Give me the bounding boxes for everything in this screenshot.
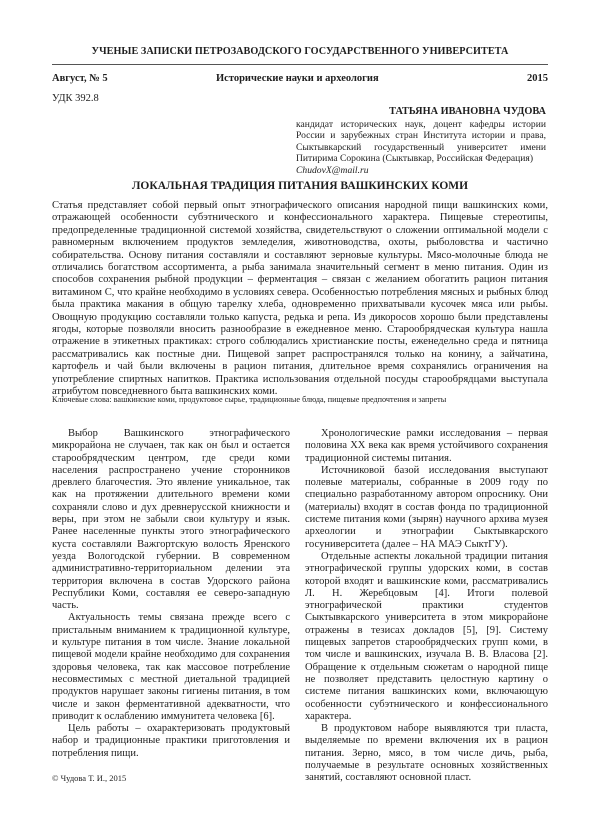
paragraph: В продуктовом наборе выявляются три пласта, выделяемые по времени включения их в рацион питания. Зерно, мясо, в том числе дичь, рыба, получаемые в результате основных хозяйственных занятий, составляют основной пласт. [305, 723, 548, 784]
body-column-right [305, 428, 548, 785]
keywords: Ключевые слова: вашкинские коми, продуктовое сырье, традиционные блюда, пищевые предпочтения и запреты [52, 395, 447, 404]
author-block [296, 106, 546, 177]
copyright: © Чудова Т. И., 2015 [52, 773, 127, 783]
udk-code: УДК 392.8 [52, 93, 99, 104]
author-email[interactable]: ChudovX@mail.ru [296, 164, 369, 176]
paragraph: Хронологические рамки исследования – первая половина XX века как время устойчивого сохранения традиционной системы питания. [305, 428, 548, 464]
author-name: ТАТЬЯНА ИВАНОВНА ЧУДОВА [389, 106, 546, 117]
section-name: Исторические науки и археология [216, 73, 379, 84]
issue-number: Август, № 5 [52, 73, 108, 84]
abstract-text: Статья представляет собой первый опыт этнографического описания народной пищи вашкинских коми, отражающей особенности субэтнического и конфессионального характера. Пищевые стереотипы, предопределенные традиционной системой хозяйства, свидетельствуют о сложении оптимальной модели с равномерным включением продуктов земледелия, животноводства, охоты, рыболовства и частично собирательства. Основу питания составляли и составляют зерновые культуры. Мясо-молочные блюда не отличались богатством ассортимента, а рыба занимала значительный сегмент в меню питания. Один из способов сохранения рыбной продукции – ферментация – связан с желанием обогатить рацион питания витамином С, что крайне необходимо в условиях севера. Особенностью потребления мясных и рыбных блюд была практика макания в общую тарелку хлеба, одновременно прихватывали кусочек мяса или рыбы. Овощную продукцию составляли только капуста, редька и репа. Из дикоросов хорошо были представлены ягоды, которые позволяли вносить разнообразие в ежедневное меню. Старообрядческая культура нашла отражение в этикетных практиках: строго соблюдались христианские посты, еженедельно среда и пятница рассматривались как постные дни. Пищевой запрет распространялся только на конину, а зайчатина, картофель и чай были включены в рацион питания, длительное время сохранялись ограничения на употребление спиртных напитков. Практика использования отдельной посуды старообрядцами выступала атрибутом повседневного быта вашкинских коми. [52, 200, 548, 398]
abstract [52, 200, 548, 399]
paragraph: Отдельные аспекты локальной традиции питания этнографической группы удорских коми, в состав которой входят и вашкинские коми, рассматривались Л. Н. Жеребцовым [4]. Итоги полевой этнографической практики студентов Сыктывкарского университета в этом микрорайоне отражены в тезисах докладов [5], [9]. Систему пищевых запретов старообрядческих групп коми, в том числе и вашкинских, изучала В. В. Власова [2]. Обращение к отдельным сюжетам о народной пище не позволяет представить целостную картину о системе питания вашкинских коми, включающую особенности субэтнического и конфессионального характера. [305, 550, 548, 722]
paragraph: Цель работы – охарактеризовать продуктовый набор и традиционные практики приготовления и потребления пищи. [52, 723, 290, 759]
article-title: ЛОКАЛЬНАЯ ТРАДИЦИЯ ПИТАНИЯ ВАШКИНСКИХ КОМИ [131, 180, 469, 192]
paragraph: Источниковой базой исследования выступают полевые материалы, собранные в 2009 году по специально разработанному автором опроснику. Они (материалы) входят в состав фонда по традиционной системе питания коми (зырян) научного архива музея археологии и этнографии Сыктывкарского госуниверситета (далее – НА МАЭ СыктГУ). [305, 464, 548, 550]
author-affiliation: кандидат исторических наук, доцент кафедры истории России и зарубежных стран Института истории и права, Сыктывкарский государственный университет имени Питирима Сорокина (Сыктывкар, Российская Федерация) [296, 118, 546, 165]
paragraph: Выбор Вашкинского этнографического микрорайона не случаен, так как он был и остается старообрядческим центром, где среди коми населения распространено учение сторонников древлего благочестия. Это явление уникальное, так как на протяжении длительного времени коми сохраняли слово и дух древнерусской книжности и веры, при этом не забыли свои культуру и язык. Ранее населенные пункты этого этнографического куста составляли Важгортскую волость Яренского уезда Вологодской губернии. В современном административно-территориальном делении эта территория включена в состав Удорского района Республики Коми, составляя ее северо-западную часть. [52, 428, 290, 612]
issue-year: 2015 [527, 73, 548, 84]
journal-title: УЧЕНЫЕ ЗАПИСКИ ПЕТРОЗАВОДСКОГО ГОСУДАРСТВЕННОГО УНИВЕРСИТЕТА [91, 46, 509, 57]
paragraph: Актуальность темы связана прежде всего с пристальным вниманием к традиционной культуре, и культуре питания в том числе. Знание локальной пищевой модели крайне необходимо для сохранения здоровья человека, так как массовое потребление несовместимых с местной диетальной традицией продуктов нарушает законы гигиены питания, в том числе и закон ферментативной адекватности, что приводит к ослаблению иммунитета человека [6]. [52, 612, 290, 722]
header-rule [52, 64, 548, 65]
body-column-left [52, 428, 290, 760]
